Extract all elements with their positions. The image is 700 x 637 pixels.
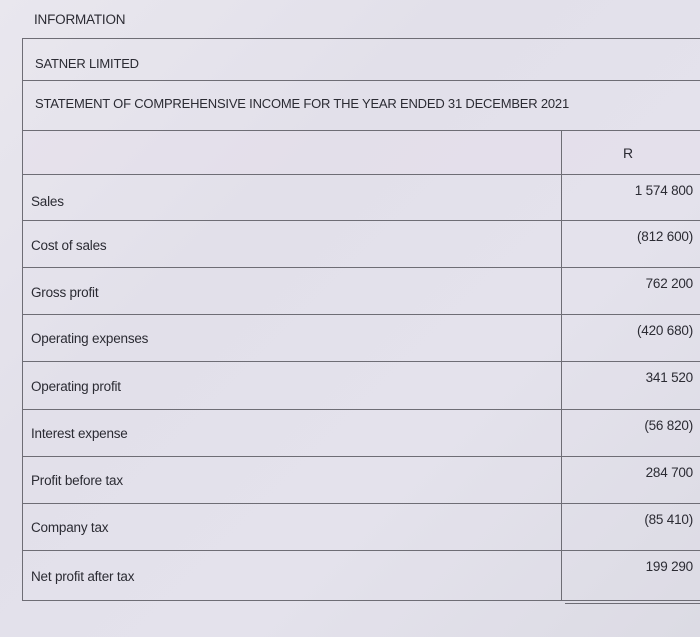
row-label-operating-expenses: Operating expenses [31, 331, 149, 346]
table-row [23, 551, 700, 601]
row-amount-company-tax: (85 410) [644, 512, 693, 527]
statement-title-row [23, 81, 700, 131]
row-amount-operating-profit: 341 520 [645, 370, 693, 385]
row-label-interest-expense: Interest expense [31, 426, 128, 441]
row-amount-cost-of-sales: (812 600) [637, 229, 693, 244]
table-row [23, 221, 700, 268]
total-double-underline [565, 600, 700, 604]
table-row [23, 362, 700, 410]
row-amount-profit-before-tax: 284 700 [645, 465, 693, 480]
income-statement-table [22, 38, 700, 601]
row-label-company-tax: Company tax [31, 520, 109, 535]
row-amount-operating-expenses: (420 680) [637, 323, 693, 338]
row-label-gross-profit: Gross profit [31, 285, 99, 300]
header-amount-cell [563, 131, 700, 174]
row-label-sales: Sales [31, 194, 64, 209]
page-heading: INFORMATION [34, 12, 126, 27]
table-row [23, 175, 700, 221]
row-amount-sales: 1 574 800 [634, 183, 693, 198]
company-name: SATNER LIMITED [35, 56, 139, 71]
company-name-row [23, 39, 700, 81]
row-label-net-profit-after-tax: Net profit after tax [31, 569, 135, 584]
table-row [23, 268, 700, 315]
table-row [23, 315, 700, 362]
table-row [23, 410, 700, 457]
header-description-cell [23, 131, 562, 174]
row-label-operating-profit: Operating profit [31, 379, 121, 394]
row-amount-net-profit-after-tax: 199 290 [645, 559, 693, 574]
table-row [23, 504, 700, 551]
row-label-cost-of-sales: Cost of sales [31, 238, 107, 253]
row-amount-gross-profit: 762 200 [645, 276, 693, 291]
row-label-profit-before-tax: Profit before tax [31, 473, 123, 488]
currency-header: R [623, 145, 634, 161]
table-row [23, 457, 700, 504]
table-header-row [23, 131, 700, 175]
row-amount-interest-expense: (56 820) [644, 418, 693, 433]
statement-title: STATEMENT OF COMPREHENSIVE INCOME FOR THE YEAR ENDED 31 DECEMBER 2021 [35, 96, 569, 111]
